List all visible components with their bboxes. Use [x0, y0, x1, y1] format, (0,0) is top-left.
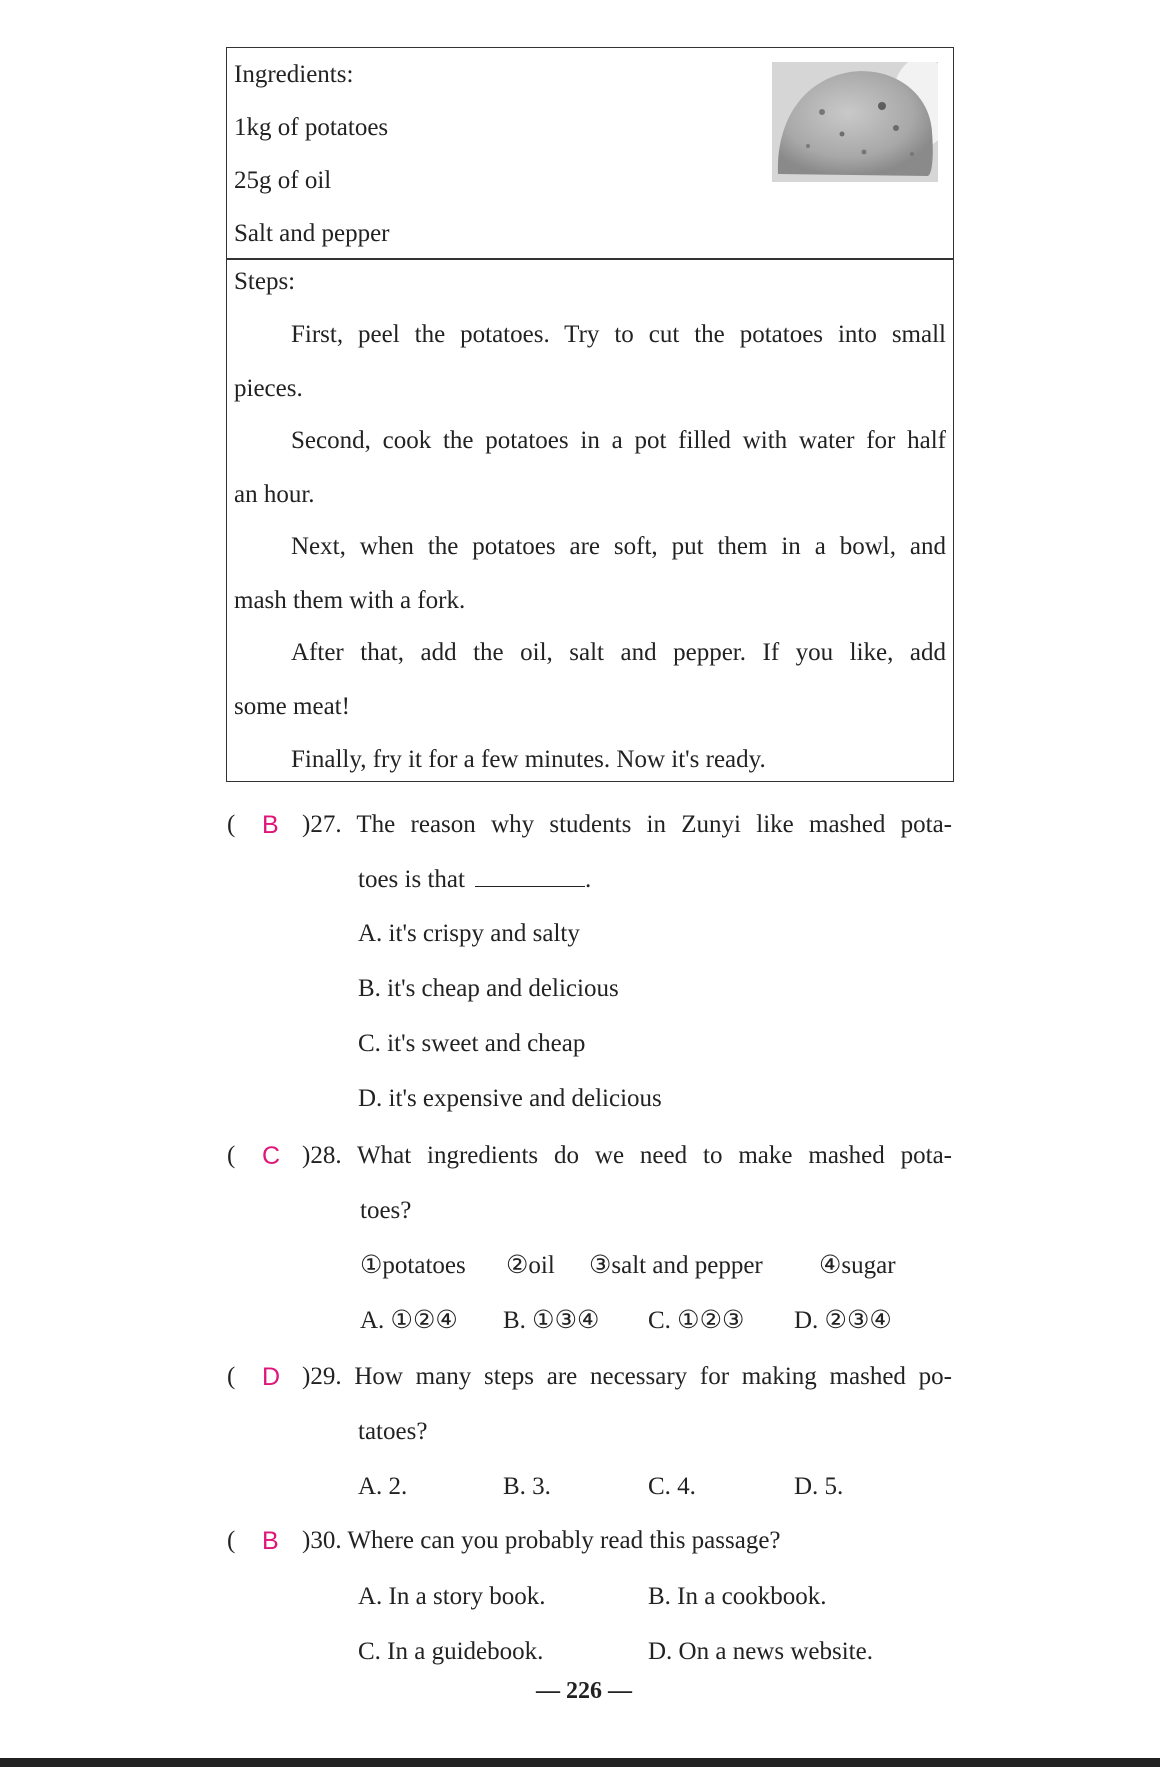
- question-stem-text: toes is that: [358, 866, 465, 893]
- answer-option: D. ②③④: [794, 1307, 892, 1334]
- answer-option: B. 3.: [503, 1473, 551, 1500]
- ingredient-item: Salt and pepper: [234, 220, 390, 247]
- ingredient-choice: ②oil: [506, 1252, 555, 1279]
- bottom-edge-bar: [0, 1758, 1160, 1767]
- ingredient-item: 25g of oil: [234, 167, 332, 194]
- answer-mark: B: [262, 1527, 279, 1555]
- step-line: pieces.: [234, 375, 303, 402]
- step-line: First, peel the potatoes. Try to cut the potatoes into small: [291, 321, 946, 348]
- answer-option: D. it's expensive and delicious: [358, 1085, 662, 1112]
- answer-option: D. 5.: [794, 1473, 844, 1500]
- question-stem-continued: [358, 864, 591, 895]
- page-number: — 226 —: [536, 1678, 632, 1704]
- answer-option: A. 2.: [358, 1473, 408, 1500]
- step-line: Finally, fry it for a few minutes. Now it's ready.: [291, 746, 766, 773]
- step-line: an hour.: [234, 481, 315, 508]
- question-stem-continued: tatoes?: [358, 1418, 428, 1445]
- answer-mark: C: [262, 1142, 281, 1170]
- question-stem-end: .: [584, 866, 592, 893]
- steps-heading: Steps:: [234, 268, 296, 295]
- question-stem: )28. What ingredients do we need to make mashed pota-: [302, 1142, 952, 1169]
- answer-option: C. ①②③: [648, 1307, 745, 1334]
- answer-option: C. In a guidebook.: [358, 1638, 544, 1665]
- answer-open-paren: (: [227, 1142, 236, 1169]
- mashed-potatoes-photo: [772, 62, 938, 182]
- ingredient-choice: ④sugar: [819, 1252, 896, 1279]
- answer-open-paren: (: [227, 811, 236, 838]
- answer-open-paren: (: [227, 1527, 236, 1554]
- question-stem: )30. Where can you probably read this passage?: [302, 1527, 781, 1554]
- answer-option: A. In a story book.: [358, 1583, 546, 1610]
- answer-mark: B: [262, 811, 279, 839]
- step-line: Second, cook the potatoes in a pot filled with water for half: [291, 427, 946, 454]
- question-stem-continued: toes?: [360, 1197, 412, 1224]
- step-line: Next, when the potatoes are soft, put them in a bowl, and: [291, 533, 946, 560]
- question-stem: )29. How many steps are necessary for making mashed po-: [302, 1363, 952, 1390]
- ingredient-item: 1kg of potatoes: [234, 114, 389, 141]
- answer-mark: D: [262, 1363, 281, 1391]
- answer-open-paren: (: [227, 1363, 236, 1390]
- step-line: After that, add the oil, salt and pepper. If you like, add: [291, 639, 946, 666]
- answer-option: D. On a news website.: [648, 1638, 873, 1665]
- ingredient-choice: ③salt and pepper: [589, 1252, 763, 1279]
- ingredients-heading: Ingredients:: [234, 61, 354, 88]
- question-stem: )27. The reason why students in Zunyi like mashed pota-: [302, 811, 952, 838]
- answer-option: C. 4.: [648, 1473, 696, 1500]
- answer-option: A. ①②④: [360, 1307, 458, 1334]
- answer-option: B. ①③④: [503, 1307, 600, 1334]
- answer-blank: [475, 864, 585, 887]
- answer-option: C. it's sweet and cheap: [358, 1030, 586, 1057]
- step-line: some meat!: [234, 693, 350, 720]
- answer-option: A. it's crispy and salty: [358, 920, 580, 947]
- answer-option: B. In a cookbook.: [648, 1583, 827, 1610]
- ingredient-choice: ①potatoes: [360, 1252, 466, 1279]
- step-line: mash them with a fork.: [234, 587, 466, 614]
- answer-option: B. it's cheap and delicious: [358, 975, 619, 1002]
